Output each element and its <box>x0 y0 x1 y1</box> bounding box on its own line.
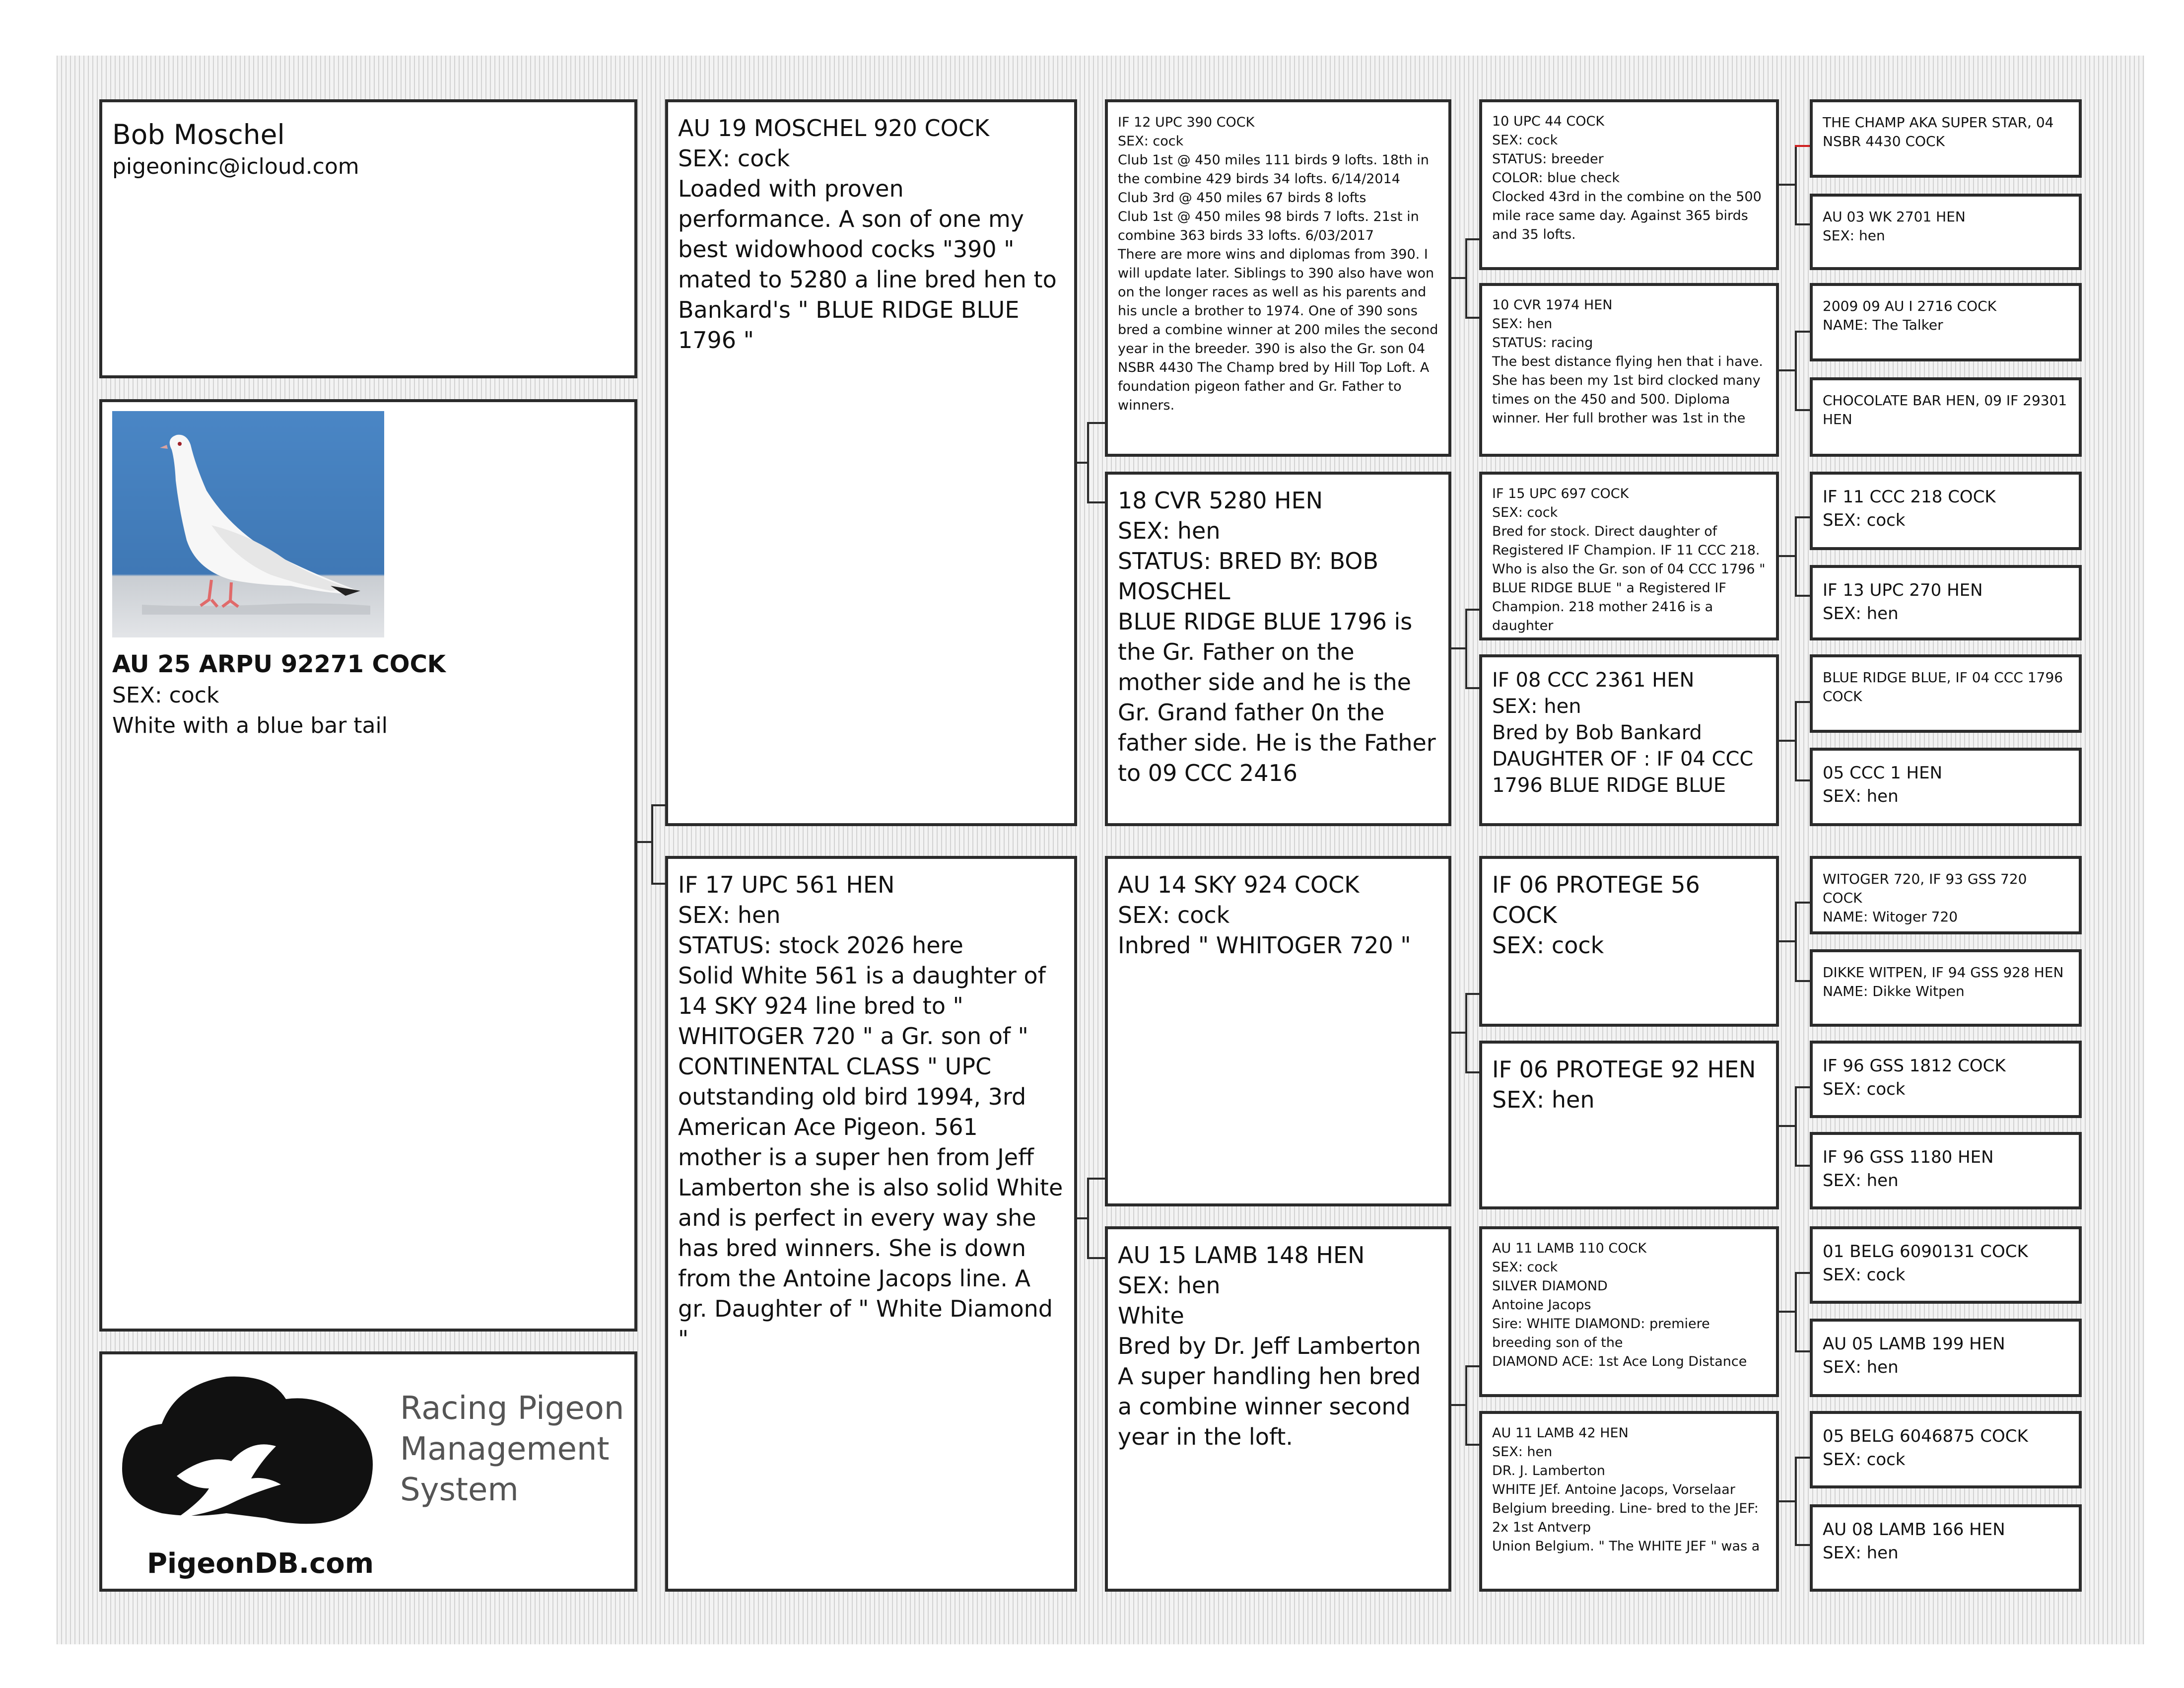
dam-dam-box <box>1105 1226 1451 1592</box>
g5-box-3 <box>1810 283 2082 361</box>
subject-ring-number: AU 25 ARPU 92271 COCK <box>112 650 446 678</box>
g5-text-9: WITOGER 720, IF 93 GSS 720 COCK NAME: Witoger 720 <box>1823 871 2027 925</box>
g5-box-1 <box>1810 99 2082 178</box>
g5-box-11 <box>1810 1041 2082 1118</box>
subject-pigeon-box <box>99 399 637 1332</box>
g5-box-12 <box>1810 1132 2082 1209</box>
g5-box-2 <box>1810 194 2082 270</box>
g5-box-13 <box>1810 1226 2082 1304</box>
g5-text-7: BLUE RIDGE BLUE, IF 04 CCC 1796 COCK <box>1823 669 2063 704</box>
g5-box-8 <box>1810 748 2082 826</box>
dam-box <box>665 856 1077 1592</box>
g5-box-5 <box>1810 472 2082 550</box>
g5-box-9 <box>1810 856 2082 934</box>
g5-text-10: DIKKE WITPEN, IF 94 GSS 928 HEN NAME: Dikke Witpen <box>1823 964 2064 999</box>
sire-sire-text: IF 12 UPC 390 COCK SEX: cock Club 1st @ 450 miles 111 birds 9 lofts. 18th in the combine 429 birds 34 lofts. 6/14/2014 Club 3rd @ 450 miles 67 birds 8 lofts Club 1st @ 450 miles 98 birds 7 lofts. 21st in combine 363 birds 33 lofts. 6/03/2017 There are more wins and diplomas from 390. I will update later. Siblings to 390 also have won on the longer races as well as his parents and his uncle a brother to 1974. One of 390 sons bred a combine winner at 200 miles the second year in the breeder. 390 is also the Gr. son 04 NSBR 4430 The Champ bred by Hill Top Loft. A foundation pigeon father and Gr. Father to winners. <box>1118 115 1438 413</box>
g5-text-16: AU 08 LAMB 166 HEN SEX: hen <box>1823 1520 2005 1563</box>
g5-text-5: IF 11 CCC 218 COCK SEX: cock <box>1823 487 1996 530</box>
g5-text-14: AU 05 LAMB 199 HEN SEX: hen <box>1823 1334 2005 1377</box>
sd-sire-text: IF 15 UPC 697 COCK SEX: cock Bred for stock. Direct daughter of Registered IF Champion. IF 11 CCC 218. Who is also the Gr. son of 04 CCC 1796 " BLUE RIDGE BLUE " a Registered IF Champion. 218 mother 2416 is a daughter <box>1492 486 1766 633</box>
owner-name: Bob Moschel <box>112 119 285 150</box>
ds-sire-text: IF 06 PROTEGE 56 COCK SEX: cock <box>1492 871 1700 959</box>
g5-text-1: THE CHAMP AKA SUPER STAR, 04 NSBR 4430 COCK <box>1823 114 2054 149</box>
ss-dam-text: 10 CVR 1974 HEN SEX: hen STATUS: racing The best distance flying hen that i have. She has been my 1st bird clocked many times on the 450 and 500. Diploma winner. Her full brother was 1st in the <box>1492 297 1763 426</box>
g5-text-13: 01 BELG 6090131 COCK SEX: cock <box>1823 1242 2028 1285</box>
g5-box-16 <box>1810 1504 2082 1592</box>
ds-dam-box <box>1479 1041 1779 1209</box>
dam-dam-text: AU 15 LAMB 148 HEN SEX: hen White Bred by Dr. Jeff Lamberton A super handling hen bred a combine winner second year in the loft. <box>1118 1242 1421 1450</box>
dam-text: IF 17 UPC 561 HEN SEX: hen STATUS: stock 2026 here Solid White 561 is a daughter of 14 SKY 924 line bred to " WHITOGER 720 " a Gr. son of " CONTINENTAL CLASS " UPC outstanding old bird 1994, 3rd American Ace Pigeon. 561 mother is a super hen from Jeff Lamberton she is also solid White and is perfect in every way she has bred winners. She is down from the Antoine Jacops line. A gr. Daughter of " White Diamond " <box>678 871 1063 1352</box>
sire-sire-box <box>1105 99 1451 457</box>
dam-sire-box <box>1105 856 1451 1206</box>
g5-text-3: 2009 09 AU I 2716 COCK NAME: The Talker <box>1823 298 1997 333</box>
dd-dam-box <box>1479 1411 1779 1592</box>
dd-dam-text: AU 11 LAMB 42 HEN SEX: hen DR. J. Lamberton WHITE JEf. Antoine Jacops, Vorselaar Belgium breeding. Line- bred to the JEF: 2x 1st Antverp Union Belgium. " The WHITE JEF " was a <box>1492 1425 1760 1554</box>
g5-box-15 <box>1810 1411 2082 1488</box>
logo-line-1: Racing Pigeon <box>400 1390 624 1427</box>
g5-text-12: IF 96 GSS 1180 HEN SEX: hen <box>1823 1147 1994 1191</box>
logo-line-2: Management <box>400 1431 610 1468</box>
sire-dam-text: 18 CVR 5280 HEN SEX: hen STATUS: BRED BY: BOB MOSCHEL BLUE RIDGE BLUE 1796 is the Gr. Father on the mother side and he is the Gr. Grand father 0n the father side. He is the Father to 09 CCC 2416 <box>1118 487 1436 786</box>
ss-dam-box <box>1479 283 1779 457</box>
sire-text: AU 19 MOSCHEL 920 COCK SEX: cock Loaded with proven performance. A son of one my best widowhood cocks "390 " mated to 5280 a line bred hen to Bankard's " BLUE RIDGE BLUE 1796 " <box>678 115 1057 353</box>
owner-info-box <box>99 99 637 378</box>
g5-text-8: 05 CCC 1 HEN SEX: hen <box>1823 763 1943 806</box>
subject-details: SEX: cock White with a blue bar tail <box>112 683 388 738</box>
sire-box <box>665 99 1077 826</box>
g5-text-4: CHOCOLATE BAR HEN, 09 IF 29301 HEN <box>1823 392 2067 427</box>
owner-email: pigeoninc@icloud.com <box>112 154 359 179</box>
g5-box-6 <box>1810 565 2082 640</box>
ds-sire-box <box>1479 856 1779 1027</box>
g5-text-2: AU 03 WK 2701 HEN SEX: hen <box>1823 209 1966 244</box>
g5-box-14 <box>1810 1319 2082 1397</box>
ss-sire-box <box>1479 99 1779 270</box>
g5-text-15: 05 BELG 6046875 COCK SEX: cock <box>1823 1426 2028 1470</box>
ss-sire-text: 10 UPC 44 COCK SEX: cock STATUS: breeder COLOR: blue check Clocked 43rd in the combine on the 500 mile race same day. Against 365 birds and 35 lofts. <box>1492 114 1762 242</box>
sd-sire-box <box>1479 472 1779 640</box>
pigeondb-logo <box>102 1354 634 1589</box>
g5-text-11: IF 96 GSS 1812 COCK SEX: cock <box>1823 1056 2006 1099</box>
dd-sire-text: AU 11 LAMB 110 COCK SEX: cock SILVER DIAMOND Antoine Jacops Sire: WHITE DIAMOND: premiere breeding son of the DIAMOND ACE: 1st Ace Long Distance <box>1492 1241 1747 1369</box>
sd-dam-text: IF 08 CCC 2361 HEN SEX: hen Bred by Bob Bankard DAUGHTER OF : IF 04 CCC 1796 BLUE RIDGE BLUE <box>1492 669 1754 797</box>
g5-box-4 <box>1810 377 2082 457</box>
dam-sire-text: AU 14 SKY 924 COCK SEX: cock Inbred " WHITOGER 720 " <box>1118 871 1411 959</box>
ds-dam-text: IF 06 PROTEGE 92 HEN SEX: hen <box>1492 1056 1756 1113</box>
g5-box-10 <box>1810 949 2082 1027</box>
logo-box <box>99 1351 637 1592</box>
logo-site: PigeonDB.com <box>147 1547 374 1580</box>
logo-line-3: System <box>400 1472 519 1508</box>
pigeon-photo <box>112 411 384 637</box>
sd-dam-box <box>1479 654 1779 826</box>
g5-box-7 <box>1810 654 2082 733</box>
dd-sire-box <box>1479 1226 1779 1397</box>
g5-text-6: IF 13 UPC 270 HEN SEX: hen <box>1823 580 1983 624</box>
sire-dam-box <box>1105 472 1451 826</box>
